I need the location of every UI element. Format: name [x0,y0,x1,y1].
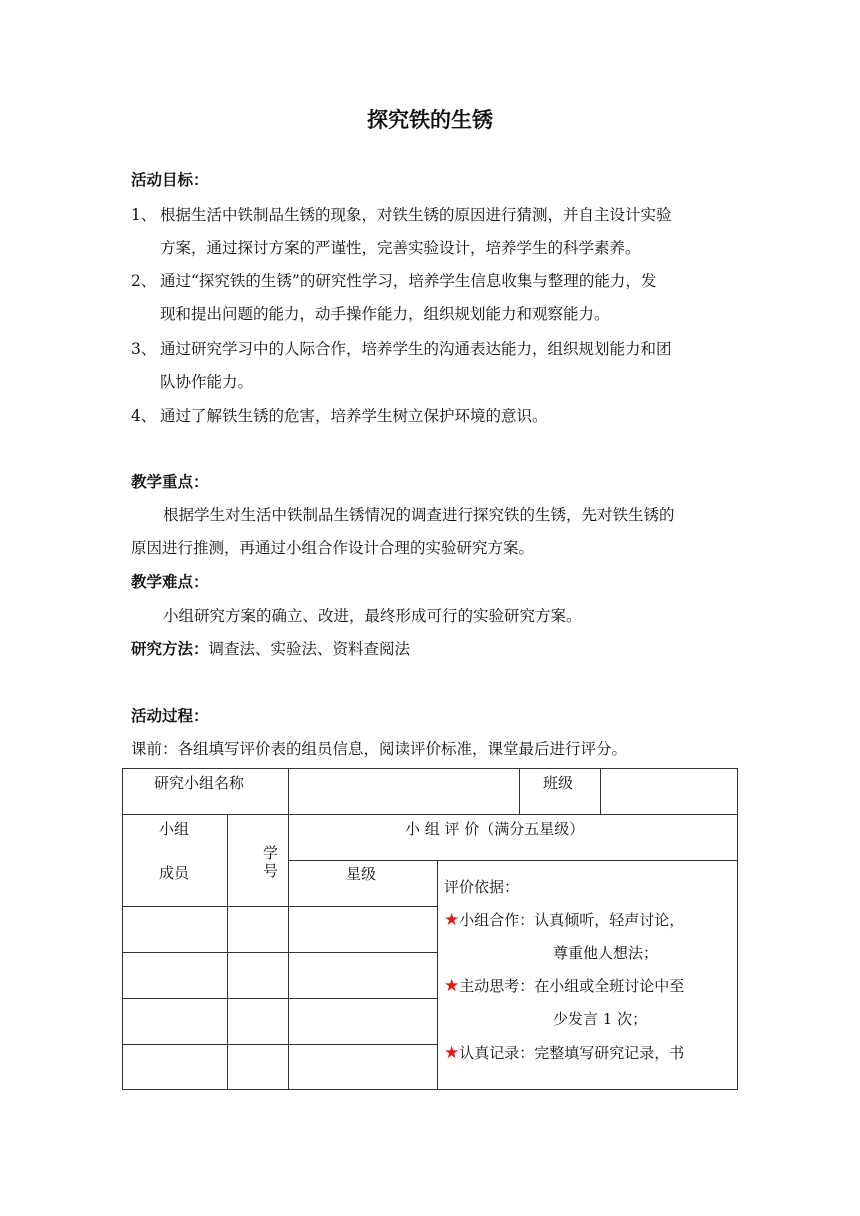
process-heading: 活动过程： [131,707,209,725]
criterion-3 [444,1042,684,1063]
evaluation-header: 小 组 评 价（满分五星级） [405,820,585,838]
table-rule-member-row-4 [122,1044,437,1045]
group-name-label: 研究小组名称 [154,774,245,792]
objective-3-line-2: 队协作能力。 [160,373,254,391]
table-rule-member-row-3 [122,998,437,999]
criterion-1 [444,909,684,930]
criterion-3-name: 认真记录： [459,1044,535,1062]
criteria-title: 评价依据： [444,878,520,896]
table-border-right [737,768,738,1090]
class-label: 班级 [543,774,574,792]
criterion-2-line-1: 在小组或全班讨论中至 [534,977,685,995]
table-rule-member-row-2 [122,952,437,953]
objective-1-number: 1、 [131,206,157,224]
star-level-label: 星级 [346,865,377,883]
methods-line [131,637,410,659]
table-rule-col-3 [437,860,438,1090]
difficulties-line-1: 小组研究方案的确立、改进，最终形成可行的实验研究方案。 [163,607,582,625]
objective-1-line-1: 根据生活中铁制品生锈的现象，对铁生锈的原因进行猜测，并自主设计实验 [160,206,672,224]
table-rule-class-left [519,768,520,814]
objective-1-line-2: 方案，通过探讨方案的严谨性，完善实验设计，培养学生的科学素养。 [160,239,641,257]
table-rule-row-1 [122,814,738,815]
key-points-line-1: 根据学生对生活中铁制品生锈情况的调查进行探究铁的生锈，先对铁生锈的 [163,506,675,524]
star-icon: ★ [444,1043,460,1063]
member-label-line-2: 成员 [159,864,190,882]
criterion-1-line-2: 尊重他人想法； [553,944,659,962]
table-border-bottom [122,1089,738,1090]
objectives-heading: 活动目标： [131,171,209,189]
criterion-1-line-1: 认真倾听，轻声讨论， [534,911,685,929]
evaluation-table [122,768,738,1090]
criterion-2 [444,975,684,996]
objective-2-line-1: 通过“探究铁的生锈”的研究性学习，培养学生信息收集与整理的能力，发 [160,272,657,290]
pre-class-text: 课前：各组填写评价表的组员信息，阅读评价标准，课堂最后进行评分。 [131,740,628,758]
star-icon: ★ [444,910,460,930]
key-points-heading: 教学重点： [131,473,209,491]
difficulties-heading: 教学难点： [131,573,209,591]
criterion-3-line-1: 完整填写研究记录，书 [534,1044,685,1062]
objective-3-line-1: 通过研究学习中的人际合作，培养学生的沟通表达能力，组织规划能力和团 [160,340,672,358]
criterion-2-name: 主动思考： [459,977,535,995]
member-label-line-1: 小组 [159,820,190,838]
student-id-label-line-1: 学 [263,844,279,862]
table-border-top [122,768,738,769]
objective-2-line-2: 现和提出问题的能力，动手操作能力，组织规划能力和观察能力。 [160,305,610,323]
key-points-line-2: 原因进行推测，再通过小组合作设计合理的实验研究方案。 [131,539,535,557]
objective-4-line-1: 通过了解铁生锈的危害，培养学生树立保护环境的意识。 [160,407,548,425]
methods-text: 调查法、实验法、资料查阅法 [208,640,411,658]
table-rule-col-2 [288,768,289,1090]
table-border-left [122,768,123,1090]
table-rule-col-1 [227,814,228,1090]
objective-4-number: 4、 [131,407,157,425]
objective-3-number: 3、 [131,340,157,358]
star-icon: ★ [444,976,460,996]
criterion-2-line-2: 少发言 1 次； [553,1010,648,1028]
table-rule-member-row-1 [122,906,437,907]
page-title: 探究铁的生锈 [367,108,493,132]
criterion-1-name: 小组合作： [459,911,535,929]
table-rule-class-right [600,768,601,814]
table-rule-eval-header [288,860,738,861]
objective-2-number: 2、 [131,272,157,290]
methods-heading: 研究方法： [131,640,209,658]
student-id-label-line-2: 号 [263,862,279,880]
